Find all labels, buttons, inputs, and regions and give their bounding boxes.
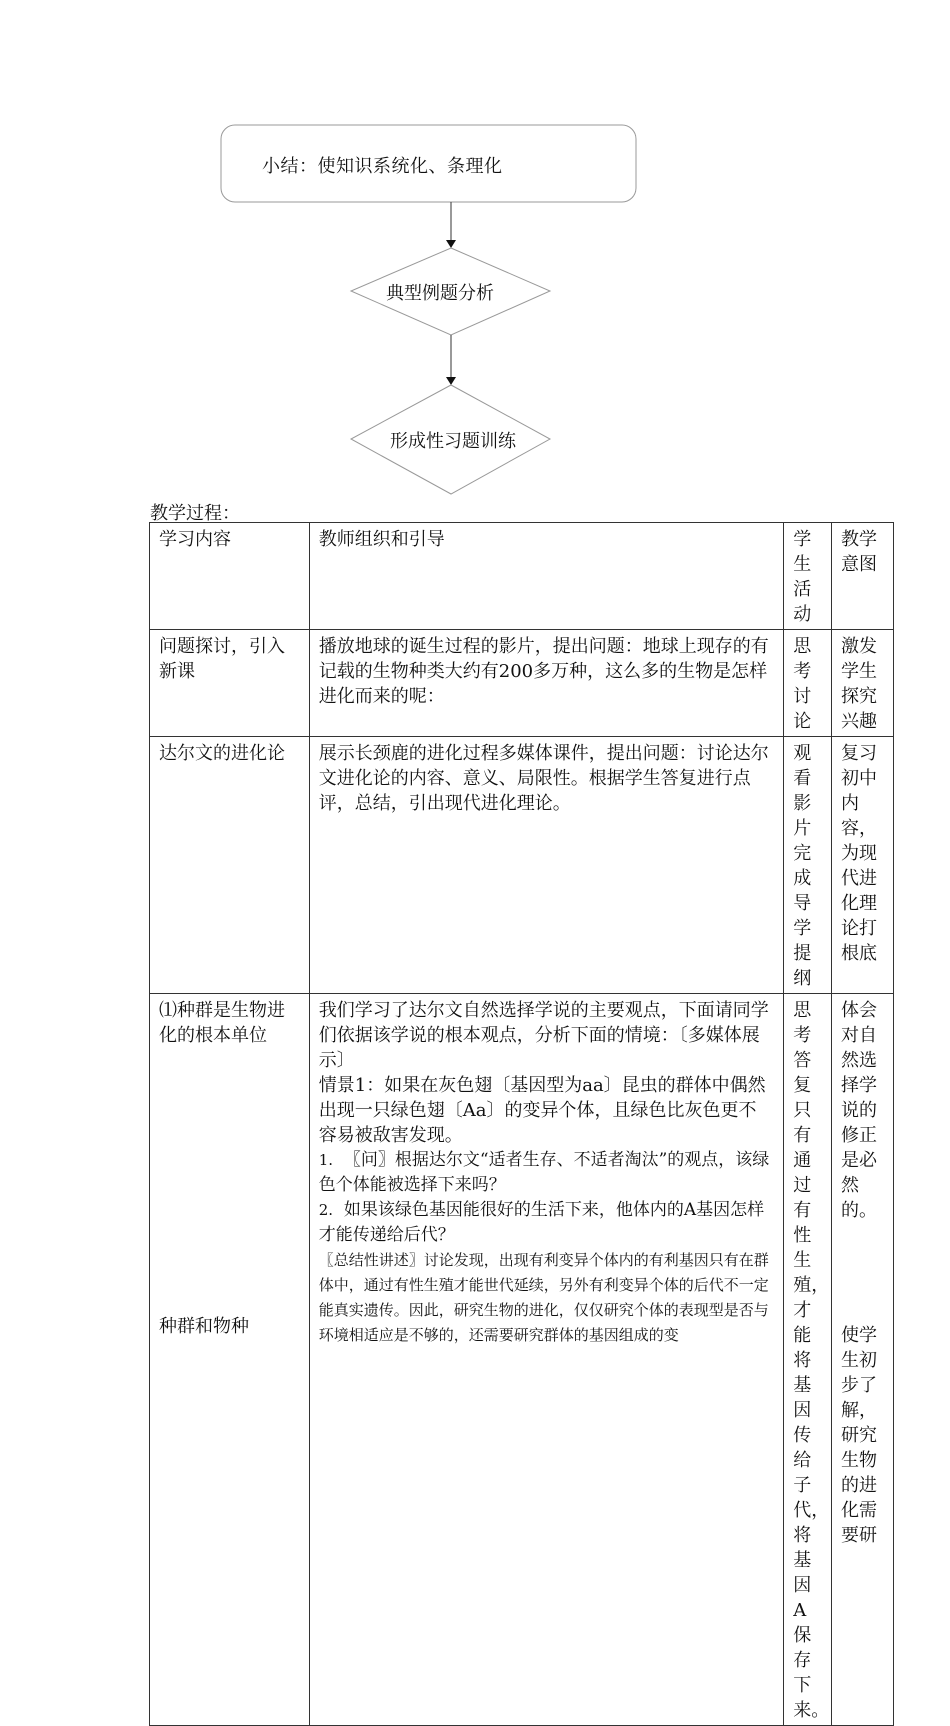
student-activity-1: 思考答复 — [793, 1000, 812, 1096]
row1-content: 问题探讨，引入新课 — [150, 630, 310, 737]
teacher-scenario: 情景1：如果在灰色翅〔基因型为aa〕昆虫的群体中偶然出现一只绿色翅〔Aa〕的变异个体，且绿色比灰色更不容易被敌害发现。 — [318, 1075, 766, 1146]
summary-lead: 〖总结性讲述〗 — [318, 1251, 424, 1269]
row3-content — [150, 994, 310, 1726]
header-teacher: 教师组织和引导 — [309, 523, 784, 630]
arrowhead-2 — [446, 377, 456, 385]
step-2-label: 形成性习题训练 — [390, 431, 516, 452]
section-title: 教学过程： — [150, 503, 240, 524]
teacher-question-2 — [319, 1198, 775, 1248]
header-content: 学习内容 — [150, 523, 310, 630]
row3-intent — [831, 994, 893, 1726]
row1-student: 思考讨论 — [784, 630, 832, 737]
header-student: 学生活动 — [784, 523, 832, 630]
row2-teacher: 展示长颈鹿的进化过程多媒体课件，提出问题：讨论达尔文进化论的内容、意义、局限性。根据学生答复进行点评，总结，引出现代进化理论。 — [309, 737, 784, 994]
row2-content: 达尔文的进化论 — [150, 737, 310, 994]
arrowhead-1 — [446, 240, 456, 248]
intent-2: 使学生初步了解，研究生物的进化需要研 — [840, 1325, 877, 1546]
teacher-summary — [319, 1248, 775, 1348]
row3-teacher — [309, 994, 784, 1726]
summary-text: 讨论发现，出现有利变异个体内的有利基因只有在群体中，通过有性生殖才能世代延续，另外有利变异个体的后代不一定能真实遗传。因此，研究生物的进化，仅仅研究个体的表现型是否与环境相适应是不够的，还需要研究群体的基因组成的变 — [318, 1251, 769, 1344]
teaching-process-table — [149, 522, 894, 1726]
teacher-intro: 我们学习了达尔文自然选择学说的主要观点，下面请同学们依据该学说的根本观点，分析下面的情境：〔多媒体展示〕 — [318, 1000, 769, 1071]
header-intent: 教学意图 — [831, 523, 893, 630]
table-row — [150, 630, 894, 737]
teacher-question-1 — [319, 1148, 775, 1198]
intent-1: 体会对自然选择学说的修正是必然的。 — [840, 1000, 877, 1221]
row2-student: 观看影片完成导学提纲 — [784, 737, 832, 994]
row1-intent: 激发学生探究兴趣 — [831, 630, 893, 737]
row3-content-1: ⑴种群是生物进化的根本单位 — [159, 1000, 285, 1046]
table-header-row — [150, 523, 894, 630]
row3-content-2: 种群和物种 — [159, 1316, 249, 1337]
flowchart — [0, 0, 950, 500]
row3-student — [784, 994, 832, 1726]
question-1-number: 1. — [318, 1151, 334, 1169]
summary-box-label: 小结：使知识系统化、条理化 — [262, 156, 503, 177]
question-2-number: 2. — [318, 1201, 334, 1219]
question-1-text: 〖问〗根据达尔文“适者生存、不适者淘汰”的观点，该绿色个体能被选择下来吗？ — [318, 1150, 770, 1195]
table-row — [150, 737, 894, 994]
question-2-text: 如果该绿色基因能很好的生活下来，他体内的A基因怎样才能传递给后代？ — [318, 1200, 765, 1245]
row1-teacher: 播放地球的诞生过程的影片，提出问题：地球上现存的有记载的生物种类大约有200多万种，这么多的生物是怎样进化而来的呢： — [309, 630, 784, 737]
student-activity-2: 只有通过有性生殖，才能将基因传给子代，将基因A保存下来。 — [793, 1100, 830, 1721]
step-1-label: 典型例题分析 — [386, 283, 494, 304]
table-row — [150, 994, 894, 1726]
row2-intent: 复习初中内容，为现代进化理论打根底 — [831, 737, 893, 994]
